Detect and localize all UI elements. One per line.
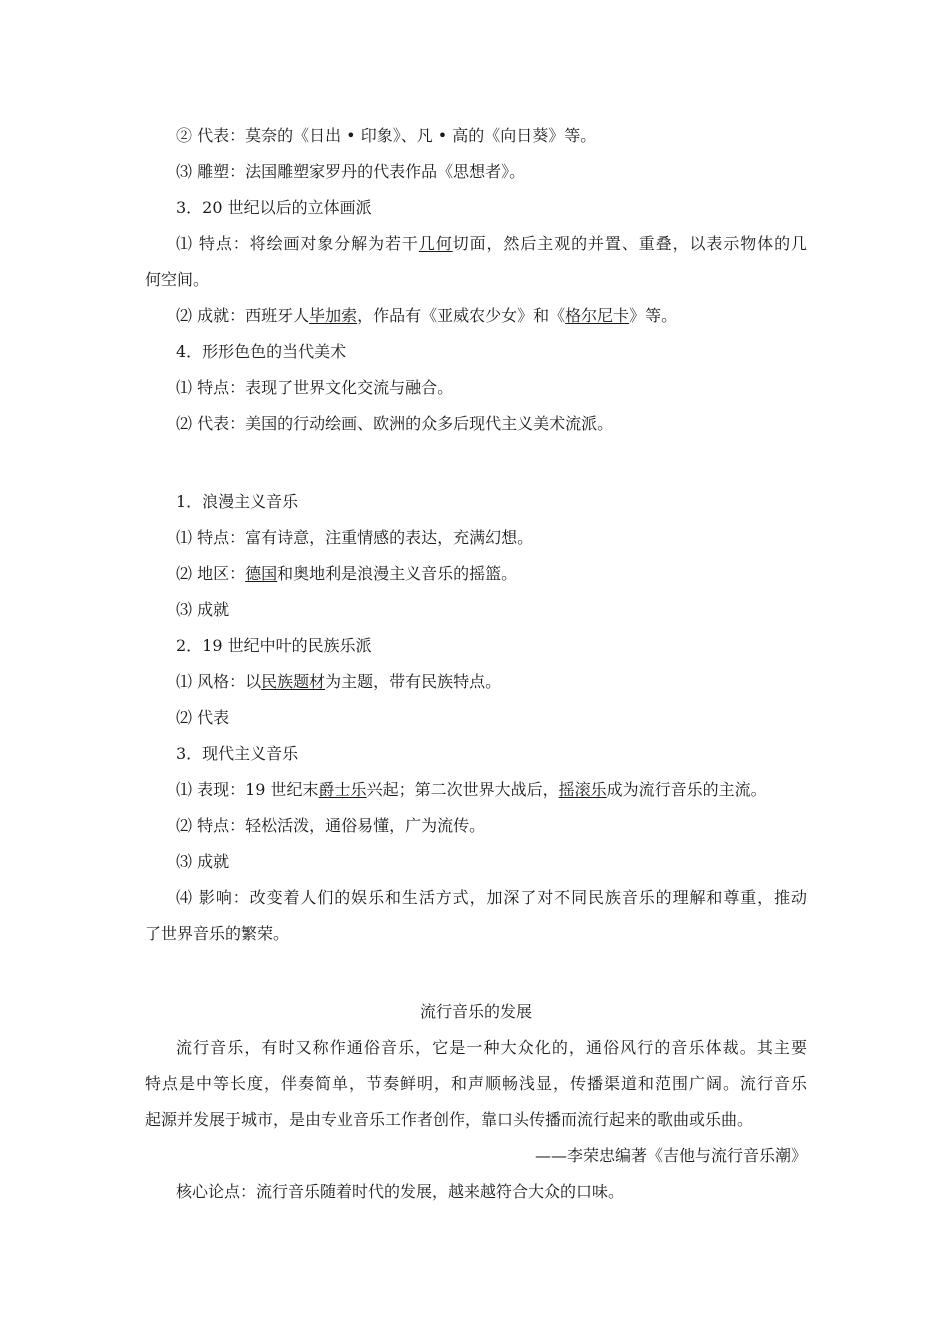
line-national-representative: ⑵ 代表 [176,708,230,727]
underlined-term: 格尔尼卡 [565,306,630,325]
reading-title: 流行音乐的发展 [419,1002,532,1021]
line-modern-influence: ⑷ 影响：改变着人们的娱乐和生活方式，加深了对不同民族音乐的理解和尊重，推动 [176,888,807,907]
line-contemporary-features: ⑴ 特点：表现了世界文化交流与融合。 [176,378,454,397]
heading-modern-music: 3．现代主义音乐 [176,744,299,763]
underlined-term: 几何 [418,234,453,253]
line-contemporary-representative: ⑵ 代表：美国的行动绘画、欧洲的众多后现代主义美术流派。 [176,414,614,433]
line-cubism-features-cont: 何空间。 [145,270,210,289]
line-cubism-features: ⑴ 特点：将绘画对象分解为若干几何切面，然后主观的并置、重叠，以表示物体的几 [176,234,807,253]
line-modern-achievement: ⑶ 成就 [176,852,230,871]
underlined-term: 摇滚乐 [558,780,607,799]
line-modern-influence-cont: 了世界音乐的繁荣。 [145,924,290,943]
line-romantic-achievement: ⑶ 成就 [176,600,230,619]
underlined-term: 爵士乐 [318,780,367,799]
line-romantic-region: ⑵ 地区：德国和奥地利是浪漫主义音乐的摇篮。 [176,564,518,583]
line-modern-features: ⑵ 特点：轻松活泼，通俗易懂，广为流传。 [176,816,486,835]
line-representative-impressionism: ② 代表：莫奈的《日出 • 印象》、凡 • 高的《向日葵》等。 [176,126,597,145]
underlined-term: 德国 [245,564,278,583]
heading-national-school: 2．19 世纪中叶的民族乐派 [176,636,372,655]
line-cubism-achievement: ⑵ 成就：西班牙人毕加索，作品有《亚威农少女》和《格尔尼卡》等。 [176,306,678,325]
underlined-term: 民族题材 [261,672,326,691]
reading-paragraph-line: 流行音乐，有时又称作通俗音乐，它是一种大众化的，通俗风行的音乐体裁。其主要 [176,1038,807,1057]
heading-romantic-music: 1．浪漫主义音乐 [176,492,299,511]
line-modern-manifestation: ⑴ 表现：19 世纪末爵士乐兴起；第二次世界大战后，摇滚乐成为流行音乐的主流。 [176,780,767,799]
reading-paragraph-line: 起源并发展于城市，是由专业音乐工作者创作，靠口头传播而流行起来的歌曲或乐曲。 [145,1110,754,1129]
reading-core-argument: 核心论点：流行音乐随着时代的发展，越来越符合大众的口味。 [176,1182,625,1201]
line-sculpture: ⑶ 雕塑：法国雕塑家罗丹的代表作品《思想者》。 [176,162,526,181]
reading-paragraph-line: 特点是中等长度，伴奏简单，节奏鲜明，和声顺畅浅显，传播渠道和范围广阔。流行音乐 [145,1074,807,1093]
heading-contemporary-art: 4．形形色色的当代美术 [176,342,347,361]
underlined-term: 毕加索 [309,306,358,325]
reading-source: ——李荣忠编著《吉他与流行音乐潮》 [534,1146,807,1165]
line-national-style: ⑴ 风格：以民族题材为主题，带有民族特点。 [176,672,502,691]
heading-cubism: 3．20 世纪以后的立体画派 [176,198,372,217]
line-romantic-features: ⑴ 特点：富有诗意，注重情感的表达，充满幻想。 [176,528,534,547]
